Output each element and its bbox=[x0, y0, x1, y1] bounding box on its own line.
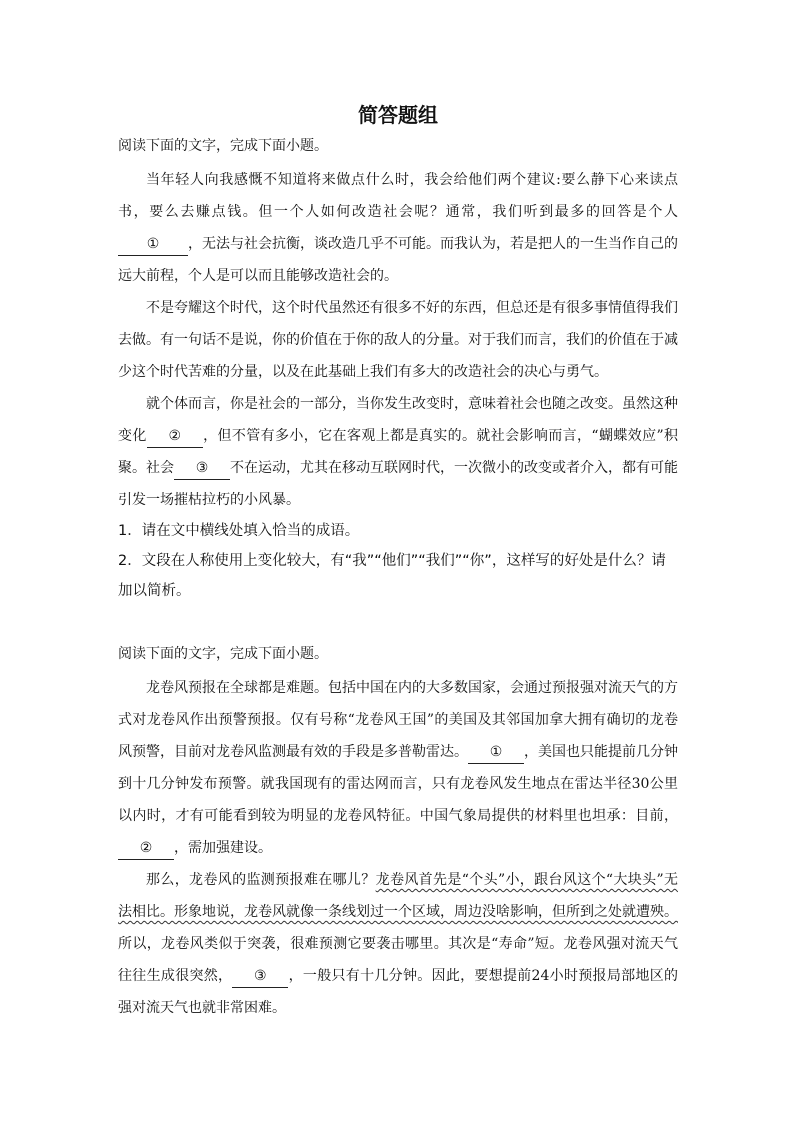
fill-blank-1: ① bbox=[468, 741, 524, 764]
question-group-2 bbox=[118, 644, 678, 1024]
fill-blank-1: ① bbox=[118, 233, 188, 256]
text-segment: 龙卷风预报在全球都是难题。包括中国在内的大多数国家，会通过预报强对流天气的方式对龙卷风作出预警预报。仅有号称“龙卷风王国”的美国及其邻国加拿大拥有确切的龙卷风预警，目前对龙卷风监测最有效的手段是多普勒雷达。 bbox=[118, 680, 678, 760]
section-spacer bbox=[118, 606, 678, 644]
group-1-intro: 阅读下面的文字，完成下面小题。 bbox=[118, 138, 328, 154]
passage-2-paragraph-1 bbox=[118, 672, 678, 864]
text-segment: ，但不管有多小，它在客观上都是真实的。就社会影响而言，“蝴蝶效应”积聚。社会 bbox=[118, 428, 679, 476]
text-segment: 当年轻人向我感慨不知道将来做点什么时，我会给他们两个建议:要么静下心来读点书，要么去赚点钱。但一个人如何改造社会呢？通常，我们听到最多的回答是个人 bbox=[118, 172, 678, 220]
fill-blank-2: ② bbox=[147, 425, 203, 448]
passage-2-paragraph-2 bbox=[118, 864, 678, 1024]
text-segment: ，一般只有十几分钟。因此，要想提前24小时预报局部地区的强对流天气也就非常困难。 bbox=[118, 968, 678, 1016]
text-segment: 就个体而言，你是社会的一部分，当你发生改变时，意味着社会也随之改变。虽然这种变化 bbox=[118, 396, 678, 444]
question-2: 2．文段在人称使用上变化较大，有“我”“他们”“我们”“你”，这样写的好处是什么？请加以简析。 bbox=[118, 553, 666, 599]
group-2-intro: 阅读下面的文字，完成下面小题。 bbox=[118, 646, 328, 662]
text-segment: ，美国也只能提前几分钟到十几分钟发布预警。就我国现有的雷达网而言，只有龙卷风发生地点在雷达半径30公里以内时，才有可能看到较为明显的龙卷风特征。中国气象局提供的材料里也坦承：目前， bbox=[118, 744, 678, 824]
text-segment: ，无法与社会抗衡，谈改造几乎不可能。而我认为，若是把人的一生当作自己的远大前程，个人是可以而且能够改造社会的。 bbox=[118, 236, 678, 284]
text-segment: 所以，龙卷风类似于突袭，很难预测它要袭击哪里。其次是“寿命”短。龙卷风强对流天气往往生成很突然， bbox=[118, 936, 678, 984]
passage-1-paragraph-1 bbox=[118, 164, 678, 292]
passage-1-paragraph-2: 不是夸耀这个时代，这个时代虽然还有很多不好的东西，但总还是有很多事情值得我们去做。有一句话不是说，你的价值在于你的敌人的分量。对于我们而言，我们的价值在于减少这个时代苦难的分量，以及在此基础上我们有多大的改造社会的决心与勇气。 bbox=[118, 300, 678, 380]
text-segment: 不在运动，尤其在移动互联网时代，一次微小的改变或者介入，都有可能引发一场摧枯拉朽的小风暴。 bbox=[118, 460, 678, 508]
question-1: 1．请在文中横线处填入恰当的成语。 bbox=[118, 523, 360, 539]
wavy-underlined-sentence: 龙卷风首先是“个头”小，跟台风这个“大块头”无法相比。形象地说，龙卷风就像一条线划过一个区域，周边没啥影响，但所到之处就遭殃。 bbox=[118, 872, 678, 920]
text-segment: ，需加强建设。 bbox=[174, 840, 272, 856]
passage-1-paragraph-3 bbox=[118, 388, 678, 516]
page-title: 简答题组 bbox=[358, 103, 438, 127]
fill-blank-3: ③ bbox=[174, 457, 230, 480]
fill-blank-3: ③ bbox=[232, 965, 288, 988]
text-segment: 那么，龙卷风的监测预报难在哪儿？ bbox=[146, 872, 376, 888]
fill-blank-2: ② bbox=[118, 837, 174, 860]
question-group-1 bbox=[118, 136, 678, 606]
document-page bbox=[118, 100, 678, 1024]
